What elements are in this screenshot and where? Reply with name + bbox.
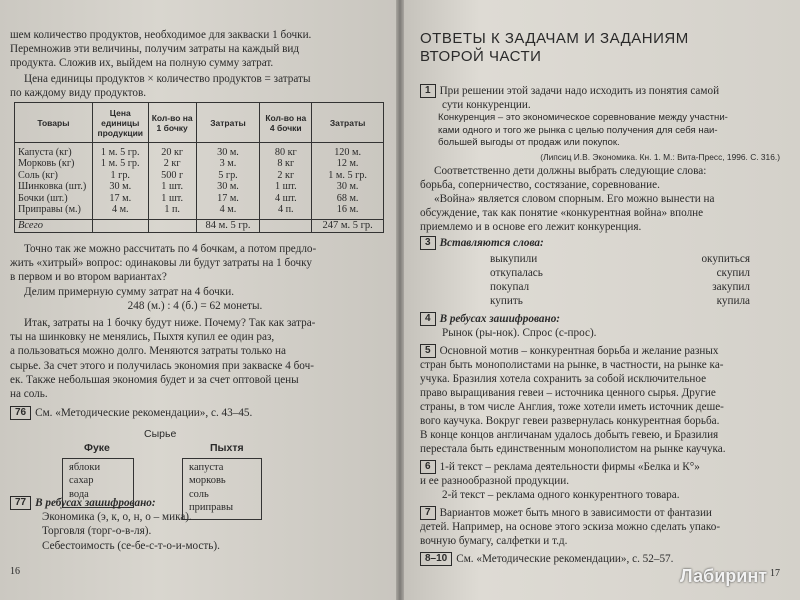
text-line: вочную бумагу, салфетки и т.д. — [420, 535, 568, 547]
table-cell: 1 п. — [164, 204, 180, 216]
total-cost1: 84 м. 5 гр. — [196, 220, 260, 232]
table-cell: 500 г — [161, 169, 184, 181]
table-cell: 12 м. — [336, 158, 359, 170]
task-title: В ребусах зашифровано: — [439, 313, 561, 325]
task-77 — [10, 496, 380, 553]
text-line: Итак, затраты на 1 бочку будут ниже. Почему? Так как затра- — [24, 317, 316, 329]
text-line: учука. Бразилия хотела сохранить за собой исключительное — [420, 373, 707, 385]
word: закупил — [712, 281, 750, 293]
list-item: сахар — [69, 475, 94, 487]
task-number: 1 — [420, 84, 436, 98]
text-line: Себестоимость (се-бе-с-т-о-и-мость). — [42, 539, 220, 552]
pykhtya-title: Пыхтя — [210, 442, 244, 454]
table-cell: 5 гр. — [218, 169, 238, 181]
list-item: капуста — [189, 462, 224, 473]
text-line: В конце концов англичанам удалось добыть гевею, и Бразилия — [420, 429, 719, 441]
table-cell — [148, 220, 196, 232]
task-76 — [10, 406, 380, 420]
text-line: ек. Также небольшая экономия будет и за счет оптовой цены — [10, 373, 299, 386]
text-line: Точно так же можно рассчитать по 4 бочкам, а потом предло- — [24, 243, 317, 255]
page-number: 17 — [770, 568, 780, 579]
text-line: по каждому виду продуктов. — [10, 87, 147, 100]
paragraph-question — [10, 242, 380, 313]
task-title: В ребусах зашифровано: — [35, 497, 156, 509]
text-line: перестала быть единственным монополистом на рынке каучука. — [420, 443, 726, 455]
word: окупиться — [701, 253, 750, 265]
text-line: 1-й текст – реклама деятельности фирмы «Белка и К°» — [439, 461, 700, 473]
column-header: Затраты — [312, 103, 384, 143]
table-cell: 16 м. — [336, 204, 359, 216]
text-line: Соответственно дети должны выбрать следующие слова: — [434, 165, 707, 177]
table-cell: 1 шт. — [161, 181, 184, 193]
table-cell — [260, 220, 312, 232]
task-number: 3 — [420, 236, 436, 250]
table-cell: 4 шт. — [274, 192, 297, 204]
table-cell: 4 м. — [219, 204, 237, 216]
word-row — [490, 266, 750, 280]
column-header: Затраты — [196, 103, 260, 143]
task-3 — [420, 236, 780, 250]
table-cell: Бочки (шт.) — [18, 192, 68, 204]
table-cell: 68 м. — [336, 192, 359, 204]
list-item: приправы — [189, 502, 234, 514]
table-cell: Приправы (м.) — [18, 204, 81, 216]
text-line: сырье. За счет этого и получилась экономия при закваске 4 боч- — [10, 359, 314, 372]
task-title: Вставляются слова: — [439, 237, 544, 249]
table-cell: 4 п. — [277, 204, 294, 216]
list-item: яблоки — [69, 462, 101, 473]
quote-source: (Липсиц И.В. Экономика. Кн. 1. М.: Вита-Пресс, 1996. С. 316.) — [540, 152, 780, 162]
text-line: Торговля (торг-о-в-ля). — [42, 525, 152, 538]
watermark-logo: Лабиринт — [680, 566, 768, 586]
text-line: 2-й текст – реклама одного конкурентного товара. — [442, 489, 680, 501]
table-cell: 1 гр. — [110, 169, 130, 181]
word: выкупили — [490, 253, 538, 265]
column-header: Кол-во на 4 бочки — [260, 103, 312, 143]
formula-paragraph — [10, 72, 380, 100]
task-8-10 — [420, 552, 780, 566]
text-line: шем количество продуктов, необходимое для закваски 1 бочки. — [10, 29, 312, 41]
table-cell: 1 шт. — [274, 181, 297, 193]
table-cell: 30 м. — [217, 147, 239, 158]
column-header: Кол-во на 1 бочку — [148, 103, 196, 143]
task-number: 7 — [420, 506, 436, 520]
text-line: на соль. — [10, 388, 48, 401]
text-line: Перемножив эти величины, получим затраты на каждый вид — [10, 43, 300, 56]
equation: 248 (м.) : 4 (б.) = 62 монеты. — [127, 299, 263, 312]
text-line: Конкуренция – это экономическое соревнование между участни- — [438, 112, 728, 123]
word: откупалась — [490, 267, 543, 279]
word-row — [490, 280, 750, 294]
text-line: жить «хитрый» вопрос: одинаковы ли будут затраты на 1 бочку — [10, 257, 312, 270]
text-line: борьба, соперничество, состязание, соревнование. — [420, 179, 660, 191]
task-number: 8–10 — [420, 552, 452, 566]
table-cell: Соль (кг) — [18, 169, 58, 181]
text-line: ты на шинковку не менялись, Пыхтя купил ее один раз, — [10, 331, 275, 344]
table-cell: 20 кг — [161, 147, 184, 158]
table-cell — [92, 220, 148, 232]
task-number: 76 — [10, 406, 31, 420]
table-header-row — [15, 103, 384, 143]
table-cell: 1 м. 5 гр. — [328, 169, 367, 181]
text-line: сути конкуренции. — [442, 99, 531, 111]
task-5 — [420, 344, 780, 456]
book-gutter — [396, 0, 404, 600]
task-1 — [420, 84, 780, 112]
goods-column — [15, 143, 93, 220]
table-cell: 2 кг — [277, 169, 295, 181]
task-text: См. «Методические рекомендации», с. 43–45. — [35, 407, 253, 419]
table-cell: Капуста (кг) — [18, 147, 72, 158]
text-line: большей выгоды от продаж или покупок. — [438, 137, 620, 149]
total-cost4: 247 м. 5 гр. — [312, 220, 384, 232]
task-3-words — [490, 252, 750, 308]
text-line: Экономика (э, к, о, н, о – мика). — [42, 511, 192, 524]
task-number: 77 — [10, 496, 31, 510]
task-number: 6 — [420, 460, 436, 474]
text-line: При решении этой задачи надо исходить из понятия самой — [439, 85, 720, 97]
text-line: Цена единицы продуктов × количество продуктов = затраты — [24, 73, 311, 85]
table-cell: 1 м. 5 гр. — [100, 147, 140, 158]
list-item: вода — [69, 488, 89, 500]
table-cell: 17 м. — [109, 192, 132, 204]
page-number: 16 — [10, 566, 20, 577]
table-total-row — [15, 220, 384, 232]
total-label: Всего — [15, 220, 93, 232]
task-6 — [420, 460, 780, 502]
word: покупал — [490, 281, 530, 293]
table-cell: 17 м. — [217, 192, 239, 204]
text-line: право выращивания гевеи – источника ценного сырья. Другие — [420, 387, 716, 399]
table-cell: 80 кг — [274, 147, 297, 158]
table-cell: Морковь (кг) — [18, 158, 75, 170]
table-cell: 4 м. — [111, 204, 129, 216]
table-cell: 1 м. 5 гр. — [100, 158, 140, 170]
table-cell: 2 кг — [163, 158, 181, 170]
text-line: продукта. Сложив их, выйдем на полную сумму затрат. — [10, 57, 274, 70]
text-line: обсуждение, так как понятие «конкурентная война» вполне — [420, 207, 704, 219]
costs-table — [14, 102, 384, 233]
qty4-column — [260, 143, 312, 220]
table-cell: 1 шт. — [161, 192, 184, 204]
text-line: Рынок (ры-нок). Спрос (с-прос). — [442, 327, 597, 339]
text-line: «Война» является словом спорным. Его можно вынести на — [434, 193, 715, 205]
table-row — [15, 143, 384, 220]
task-1-paragraph — [420, 164, 780, 234]
text-line: Делим примерную сумму затрат на 4 бочки. — [24, 285, 234, 298]
text-line: приемлемо и в основе его лежит конкуренция. — [420, 221, 642, 233]
list-item: морковь — [189, 475, 226, 487]
cost1-column — [196, 143, 260, 220]
task-text: См. «Методические рекомендации», с. 52–57. — [456, 553, 674, 565]
fuks-title: Фуке — [84, 442, 110, 454]
text-line: детей. Например, на основе этого эскиза можно сделать упако- — [420, 521, 721, 533]
task-number: 4 — [420, 312, 436, 326]
paragraph-conclusion — [10, 316, 380, 401]
table-cell: 30 м. — [109, 181, 132, 193]
word: купила — [716, 295, 750, 307]
price-column — [92, 143, 148, 220]
section-heading — [420, 30, 780, 66]
table-cell: 120 м. — [334, 147, 362, 158]
task-number: 5 — [420, 344, 436, 358]
text-line: Вариантов может быть много в зависимости от фантазии — [439, 507, 712, 519]
heading-line: ВТОРОЙ ЧАСТИ — [420, 48, 542, 65]
text-line: в первом и во втором вариантах? — [10, 271, 167, 284]
table-cell: Шинковка (шт.) — [18, 181, 87, 193]
text-line: а пользоваться можно долго. Меняются затраты только на — [10, 345, 286, 358]
table-cell: 3 м. — [219, 158, 237, 170]
text-line: страны, в том числе Англия, тоже хотели иметь источник деше- — [420, 401, 724, 413]
task-7 — [420, 506, 780, 548]
task-4 — [420, 312, 780, 340]
column-header: Товары — [15, 103, 93, 143]
column-header: Цена единицы продукции — [92, 103, 148, 143]
table-cell: 30 м. — [217, 181, 239, 193]
table-cell: 8 кг — [277, 158, 295, 170]
word-row — [490, 294, 750, 308]
heading-line: ОТВЕТЫ К ЗАДАЧАМ И ЗАДАНИЯМ — [420, 30, 689, 47]
table-cell: 30 м. — [336, 181, 359, 193]
word-row — [490, 252, 750, 266]
text-line: Основной мотив – конкурентная борьба и желание разных — [439, 345, 719, 357]
word: скупил — [716, 267, 750, 279]
text-line: и ее разнообразной продукции. — [420, 475, 570, 487]
raw-title: Сырье — [144, 428, 177, 440]
word: купить — [490, 295, 523, 307]
list-item: соль — [189, 488, 209, 500]
qty1-column — [148, 143, 196, 220]
text-line: вого каучука. Вокруг гевеи развернулась конкурентная борьба. — [420, 415, 720, 427]
cost4-column — [312, 143, 384, 220]
text-line: стран быть монополистами на рынке, в частности, на рынке ка- — [420, 359, 724, 371]
text-line: ками одного и того же рынка с целью получения для себя наи- — [438, 124, 718, 136]
definition-quote — [438, 112, 778, 150]
intro-paragraph — [10, 28, 380, 71]
